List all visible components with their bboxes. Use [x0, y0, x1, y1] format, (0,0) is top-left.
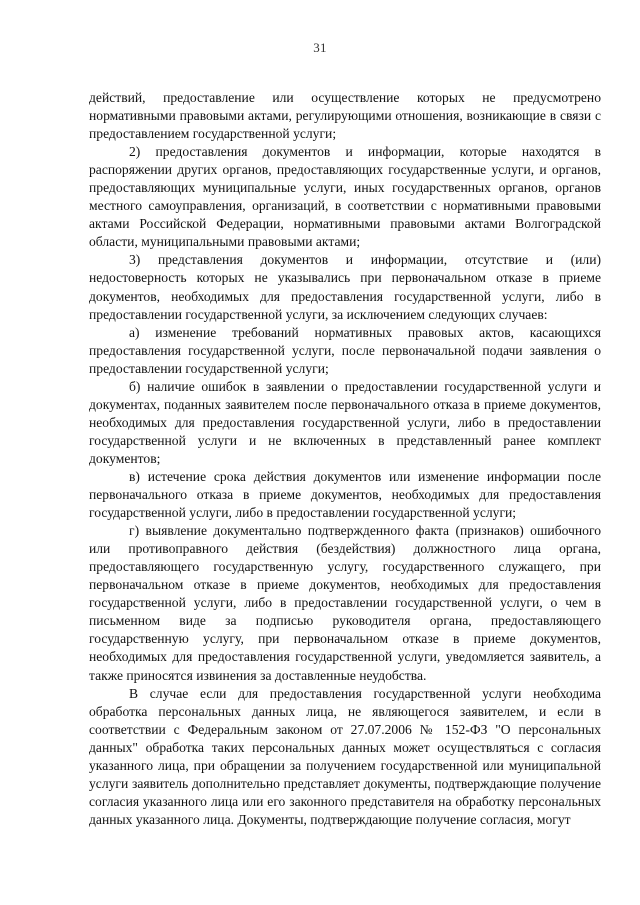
page-number: 31 — [313, 40, 327, 55]
paragraph-subitem-g: г) выявление документально подтвержденного факта (признаков) ошибочного или противоправного действия (бездействия) должностного лица органа, предоставляющего государственную услугу, государственного служащего, при первоначальном отказе в приеме документов, необходимых для предоставления государственной услуги, либо в предоставлении государственной услуги, о чем в письменном виде за подписью руководителя органа, предоставляющего государственную услугу, при первоначальном отказе в приеме документов, необходимых для предоставления государственной услуги, уведомляется заявитель, а также приносятся извинения за доставленные неудобства. — [89, 523, 601, 683]
paragraph-item-2: 2) предоставления документов и информации, которые находятся в распоряжении других органов, предоставляющих государственные услуги, и органов, предоставляющих муниципальные услуги, иных государственных органов, органов местного самоуправления, организаций, в соответствии с нормативными правовыми актами Российской Федерации, нормативными правовыми актами Волгоградской области, муниципальными правовыми актами; — [89, 144, 601, 250]
paragraph-subitem-v: в) истечение срока действия документов или изменение информации после первоначального отказа в приеме документов, необходимых для предоставления государственной услуги, либо в предоставлении государственной услуги; — [89, 468, 601, 521]
paragraph-subitem-b: б) наличие ошибок в заявлении о предоставлении государственной услуги и документах, поданных заявителем после первоначального отказа в приеме документов, необходимых для предоставления государственной услуги, либо в предоставлении государственной услуги и не включенных в представленный ранее комплект документов; — [89, 378, 601, 466]
paragraph-personal-data: В случае если для предоставления государственной услуги необходима обработка персональных данных лица, не являющегося заявителем, и если в соответствии с Федеральным законом от 27.07.2006 № 152-ФЗ "О персональных данных" обработка таких персональных данных может осуществляться с согласия указанного лица, при обращении за получением государственной или муниципальной услуги заявитель дополнительно представляет документы, подтверждающие получение согласия указанного лица или его законного представителя на обработку персональных данных указанного лица. Документы, подтверждающие получение согласия, могут — [89, 685, 601, 827]
paragraph-continuation: действий, предоставление или осуществление которых не предусмотрено нормативными правовыми актами, регулирующими отношения, возникающие в связи с предоставлением государственной услуги; — [89, 90, 601, 142]
document-body — [89, 89, 601, 829]
paragraph-item-3: 3) представления документов и информации, отсутствие и (или) недостоверность которых не указывались при первоначальном отказе в приеме документов, необходимых для предоставления государственной услуги, либо в предоставлении государственной услуги, за исключением следующих случаев: — [89, 252, 601, 322]
paragraph-subitem-a: а) изменение требований нормативных правовых актов, касающихся предоставления государственной услуги, после первоначальной подачи заявления о предоставлении государственной услуги; — [89, 324, 601, 376]
